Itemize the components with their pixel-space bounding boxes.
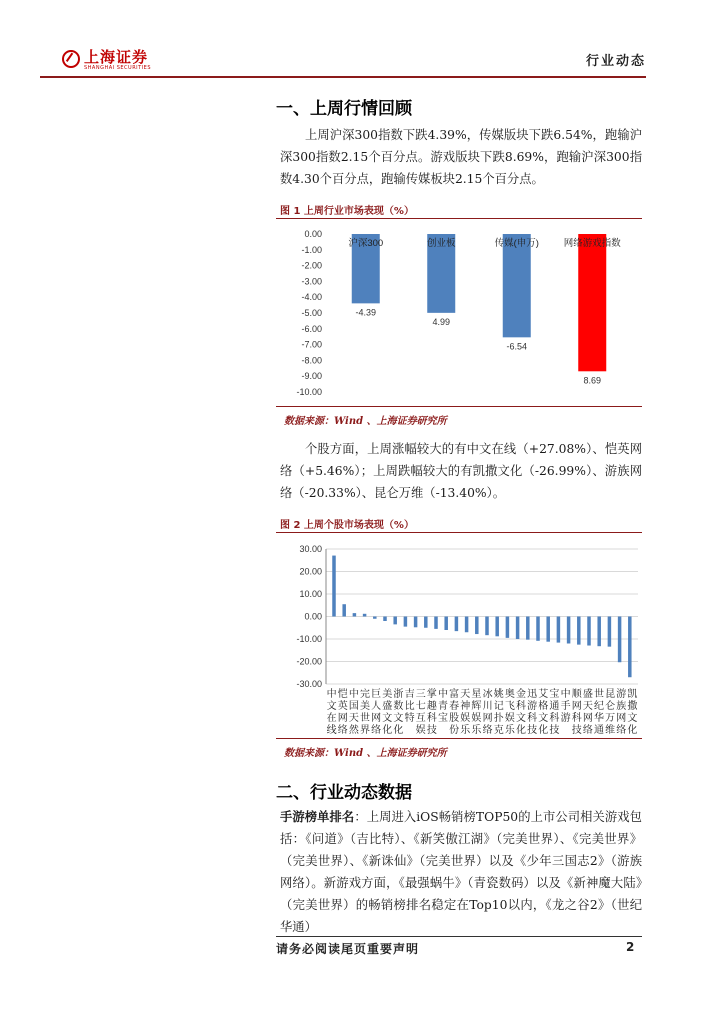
category-label: 数 [393, 701, 404, 712]
category-label: 网络游戏指数 [563, 238, 621, 249]
category-label: 络 [616, 725, 627, 736]
figure2-title: 图 2 上周个股市场表现（%） [280, 520, 414, 531]
category-label: 记 [493, 701, 504, 712]
bar [373, 617, 377, 619]
category-label: 昆 [605, 689, 616, 700]
data-label: -6.54 [506, 341, 528, 352]
category-label: 天 [582, 701, 593, 712]
category-label: 技 [571, 725, 582, 736]
category-label: 恺 [337, 689, 348, 700]
y-tick-label: -7.00 [301, 339, 322, 350]
category-label: 文 [326, 701, 337, 712]
bar [608, 617, 612, 647]
logo-emblem-icon [62, 50, 80, 68]
figure1-source: 数据来源：Wind 、上海证券研究所 [284, 416, 447, 427]
category-label: 青 [438, 701, 448, 712]
category-label: 巨 [371, 689, 382, 700]
category-label: 络 [337, 725, 348, 736]
figure1-chart [280, 222, 642, 404]
category-label: 股 [449, 713, 460, 724]
category-label: 凯 [627, 689, 638, 700]
figure2-source: 数据来源：Wind 、上海证券研究所 [284, 748, 447, 759]
category-label: 英 [337, 701, 348, 712]
stocks-paragraph: 个股方面，上周涨幅较大的有中文在线（+27.08%）、恺英网络（+5.46%）；上周跌幅较大的有凯撒文化（-26.99%）、游族网络（-20.33%）、昆仑万维（-13.40%）。 [280, 442, 642, 500]
bar [577, 617, 581, 645]
category-label: 族 [616, 701, 627, 712]
category-label: 界 [360, 725, 370, 736]
bar [465, 617, 469, 633]
figure2-chart [280, 536, 642, 736]
category-label: 通 [549, 701, 560, 712]
category-label: 比 [404, 701, 415, 712]
bar [475, 617, 479, 635]
category-label: 世 [360, 713, 370, 724]
section2-title: 二、行业动态数据 [276, 783, 412, 803]
category-label: 中 [348, 689, 359, 700]
bar [628, 617, 632, 678]
category-label: 纪 [594, 701, 604, 712]
category-label: 娱 [471, 713, 482, 724]
category-label: 格 [538, 701, 549, 712]
category-label: 娱 [415, 725, 426, 736]
y-tick-label: -3.00 [301, 276, 322, 287]
y-tick-label: -10.00 [296, 387, 322, 397]
category-label: 金 [516, 689, 526, 700]
figure1-bottom-rule [276, 406, 642, 407]
y-tick-label: -5.00 [301, 308, 322, 318]
bar [424, 617, 428, 628]
category-label: 络 [371, 725, 382, 736]
figure2-bottom-rule [276, 738, 642, 739]
category-label: 宝 [438, 713, 448, 724]
category-label: 线 [326, 725, 337, 736]
bar [404, 617, 408, 627]
category-label: 中 [326, 689, 337, 700]
bar [332, 556, 336, 617]
category-label: 乐 [460, 725, 471, 736]
category-label: 三 [415, 689, 426, 700]
bar [516, 617, 520, 640]
y-tick-label: -20.00 [296, 656, 322, 667]
category-label: 沪深300 [348, 238, 384, 249]
category-label: 华 [594, 713, 604, 724]
y-tick-label: -4.00 [301, 292, 322, 303]
y-tick-label: -10.00 [296, 634, 322, 644]
figure2-svg [280, 536, 642, 736]
category-label: 富 [449, 689, 460, 700]
category-label: 乐 [504, 725, 515, 736]
category-label: 络 [482, 725, 493, 736]
category-label: 盛 [382, 701, 393, 712]
bar [546, 617, 550, 642]
category-label: 游 [616, 689, 627, 700]
category-label: 网 [371, 713, 382, 724]
category-label: 特 [404, 713, 415, 724]
category-label: 科 [426, 713, 437, 724]
header-divider [40, 76, 646, 78]
y-tick-label: 20.00 [299, 566, 322, 577]
section2-paragraph [280, 806, 642, 938]
bar [444, 617, 448, 631]
y-tick-label: -8.00 [301, 355, 322, 366]
category-label: 维 [605, 725, 616, 736]
figure1-title: 图 1 上周行业市场表现（%） [280, 206, 414, 217]
category-label: 文 [538, 713, 549, 724]
category-label: 七 [415, 701, 426, 712]
category-label: 游 [560, 713, 571, 724]
category-label: 网 [337, 713, 348, 724]
category-label: 网 [582, 713, 593, 724]
category-label: 川 [482, 701, 493, 712]
category-label: 顺 [571, 689, 582, 700]
category-label: 游 [527, 701, 538, 712]
footer-divider [276, 936, 642, 937]
bar [353, 613, 357, 616]
category-label: 文 [382, 713, 393, 724]
bar [536, 617, 540, 641]
category-label: 网 [616, 713, 627, 724]
y-tick-label: -1.00 [301, 244, 322, 255]
category-label: 娱 [504, 713, 515, 724]
category-label: 盛 [582, 689, 593, 700]
category-label: 奥 [504, 689, 515, 700]
category-label: 冰 [482, 689, 493, 700]
category-label: 美 [360, 701, 370, 712]
category-label: 人 [371, 701, 382, 712]
bar [485, 617, 489, 636]
category-label: 万 [605, 713, 616, 724]
category-label: 完 [360, 689, 370, 700]
category-label: 神 [460, 701, 471, 712]
bar [455, 617, 459, 632]
category-label: 化 [516, 725, 526, 736]
category-label: 扑 [493, 713, 504, 724]
category-label: 娱 [460, 713, 471, 724]
bar [495, 617, 499, 637]
category-label: 化 [382, 725, 393, 736]
bar [383, 617, 387, 622]
category-label: 文 [393, 713, 404, 724]
company-logo [62, 48, 202, 74]
category-label: 技 [527, 725, 538, 736]
data-label: 8.69 [583, 375, 602, 386]
figure1-title-rule [276, 218, 642, 219]
bar [557, 617, 561, 643]
bar [363, 614, 367, 617]
category-label: 网 [571, 701, 582, 712]
category-label: 宝 [549, 689, 560, 700]
category-label: 创业板 [426, 238, 456, 249]
category-label: 文 [627, 713, 638, 724]
footer-disclaimer: 请务必阅读尾页重要声明 [276, 942, 420, 956]
category-label: 手 [560, 701, 571, 712]
category-label: 科 [549, 713, 560, 724]
category-label: 趣 [426, 701, 437, 712]
bar [342, 604, 346, 616]
category-label: 通 [594, 725, 604, 736]
category-label: 美 [382, 689, 393, 700]
category-label: 互 [415, 713, 426, 724]
y-tick-label: -2.00 [301, 260, 322, 271]
category-label: 传媒(申万) [494, 238, 539, 249]
figure2-title-rule [276, 532, 642, 533]
bar [526, 617, 530, 640]
category-label: 在 [326, 713, 337, 724]
y-tick-label: 0.00 [304, 611, 322, 622]
y-tick-label: -6.00 [301, 323, 322, 334]
category-label: 天 [460, 689, 471, 700]
category-label: 克 [493, 725, 504, 736]
category-label: 掌 [426, 689, 437, 700]
figure1-svg [280, 222, 642, 404]
page-number: 2 [626, 940, 635, 954]
section-label: 行业动态 [585, 54, 646, 69]
category-label: 艾 [538, 689, 549, 700]
bar [618, 617, 622, 663]
category-label: 技 [426, 725, 437, 736]
section2-body: ：上周进入iOS畅销榜TOP50的上市公司相关游戏包括：《问道》（吉比特）、《新笑傲江湖》（完美世界）、《完美世界》（完美世界）、《新诛仙》（完美世界）以及《少年三国志2》（游族网络）。新游戏方面，《最强蜗牛》（青瓷数码）以及《新神魔大陆》（完美世界）的畅销榜排名稳定在Top10以内，《龙之谷2》（世纪华通） [280, 810, 642, 934]
category-label: 络 [582, 725, 593, 736]
category-label: 然 [348, 725, 359, 736]
category-label: 科 [571, 713, 582, 724]
data-label: -4.39 [355, 307, 377, 318]
category-label: 化 [627, 725, 638, 736]
category-label: 乐 [471, 725, 482, 736]
y-tick-label: -30.00 [296, 679, 322, 689]
y-tick-label: 10.00 [299, 589, 322, 599]
category-label: 科 [527, 713, 538, 724]
category-label: 份 [449, 725, 460, 736]
section1-paragraph: 上周沪深300指数下跌4.39%，传媒版块下跌6.54%，跑输沪深300指数2.15个百分点。游戏版块下跌8.69%，跑输沪深300指数4.30个百分点，跑输传媒板块2.15个百分点。 [280, 128, 642, 186]
data-label: 4.99 [432, 316, 451, 327]
bar [414, 617, 418, 628]
category-label: 辉 [471, 701, 482, 712]
category-label: 化 [538, 725, 549, 736]
bar [567, 617, 571, 644]
logo-text: 上海证券 [84, 48, 149, 66]
bar [434, 617, 438, 629]
logo-subtext: SHANGHAI SECURITIES [84, 65, 152, 71]
category-label: 科 [516, 701, 526, 712]
bar [578, 234, 606, 371]
y-tick-label: 30.00 [299, 544, 322, 554]
category-label: 星 [471, 689, 482, 700]
category-label: 吉 [404, 689, 415, 700]
category-label: 文 [516, 713, 526, 724]
category-label: 技 [549, 725, 560, 736]
category-label: 网 [482, 713, 493, 724]
category-label: 迅 [527, 689, 538, 700]
category-label: 仑 [605, 701, 616, 712]
y-tick-label: 0.00 [304, 229, 322, 239]
bar [587, 617, 591, 646]
bar [393, 617, 397, 625]
y-tick-label: -9.00 [301, 371, 322, 382]
bar [506, 617, 510, 638]
section1-title: 一、上周行情回顾 [276, 99, 412, 119]
category-label: 中 [438, 689, 448, 700]
category-label: 姚 [493, 689, 504, 700]
category-label: 中 [560, 689, 571, 700]
category-label: 春 [449, 701, 460, 712]
category-label: 天 [348, 713, 359, 724]
category-label: 国 [348, 701, 359, 712]
category-label: 撒 [627, 701, 638, 712]
category-label: 化 [393, 725, 404, 736]
page-header [40, 48, 646, 74]
section2-lead: 手游榜单排名 [280, 809, 355, 824]
category-label: 世 [594, 689, 604, 700]
category-label: 飞 [504, 701, 515, 712]
bar [597, 617, 601, 647]
bar [503, 234, 531, 337]
category-label: 浙 [393, 689, 404, 700]
